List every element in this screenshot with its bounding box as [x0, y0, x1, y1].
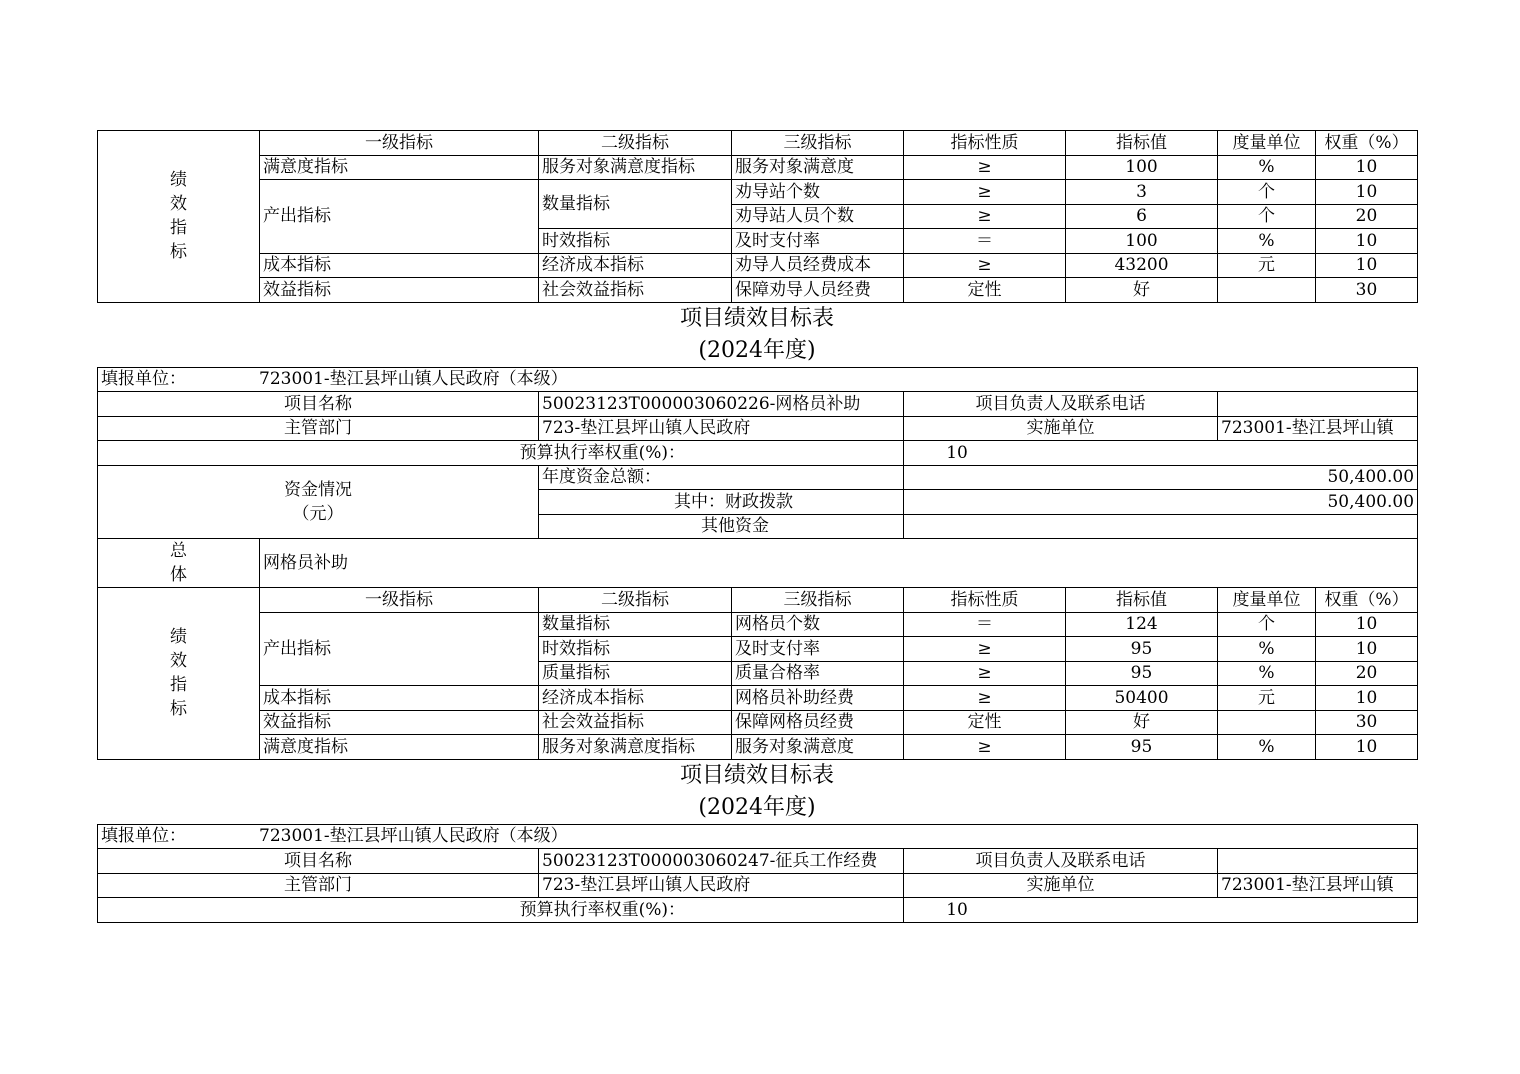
form1-table	[97, 367, 1418, 760]
header-unit: 度量单位	[1218, 588, 1316, 613]
header-nature: 指标性质	[904, 588, 1066, 613]
table-row: 效益指标 社会效益指标 保障网格员经费 定性 好 30	[98, 710, 1418, 735]
header-unit: 度量单位	[1218, 131, 1316, 156]
impl-label: 实施单位	[904, 416, 1218, 441]
table-row: 产出指标 数量指标 劝导站个数 ≥ 3 个 10	[98, 180, 1418, 205]
project-name: 50023123T000003060247-征兵工作经费	[539, 849, 904, 874]
form1-unit-row: 填报单位： 723001-垫江县坪山镇人民政府（本级）	[98, 367, 1418, 392]
page	[97, 130, 1417, 923]
table-row: 效益指标 社会效益指标 保障劝导人员经费 定性 好 30	[98, 278, 1418, 303]
table-row: 满意度指标 服务对象满意度指标 服务对象满意度 ≥ 100 % 10	[98, 155, 1418, 180]
header-l1: 一级指标	[260, 131, 539, 156]
dept-label: 主管部门	[98, 416, 539, 441]
indicator-table-0	[97, 130, 1418, 303]
budget-rate-label: 预算执行率权重(%)：	[98, 898, 904, 923]
fund-other	[904, 514, 1418, 539]
table-row: 时效指标 及时支付率 ＝ 100 % 10	[98, 229, 1418, 254]
fund-total: 50,400.00	[904, 465, 1418, 490]
header-weight: 权重（%）	[1316, 588, 1418, 613]
header-value: 指标值	[1066, 588, 1218, 613]
overall-text: 网格员补助	[260, 539, 1418, 588]
side-label: 绩 效 指 标	[98, 588, 260, 760]
impl-value: 723001-垫江县坪山镇	[1218, 416, 1418, 441]
fund-fiscal-label: 其中：财政拨款	[539, 490, 904, 515]
header-l2: 二级指标	[539, 131, 732, 156]
form1-subtitle: (2024年度)	[698, 337, 816, 363]
header-value: 指标值	[1066, 131, 1218, 156]
budget-rate-label: 预算执行率权重(%)：	[98, 441, 904, 466]
form1-title: 项目绩效目标表	[679, 305, 834, 331]
table-row: 时效指标 及时支付率 ≥ 95 % 10	[98, 637, 1418, 662]
table-row: 产出指标 数量指标 网格员个数 ＝ 124 个 10	[98, 612, 1418, 637]
budget-rate-value: 10	[904, 441, 1418, 466]
impl-value: 723001-垫江县坪山镇	[1218, 873, 1418, 898]
table-row: 劝导站人员个数 ≥ 6 个 20	[98, 204, 1418, 229]
fund-total-label: 年度资金总额：	[539, 465, 904, 490]
project-name: 50023123T000003060226-网格员补助	[539, 392, 904, 417]
fund-fiscal: 50,400.00	[904, 490, 1418, 515]
header-weight: 权重（%）	[1316, 131, 1418, 156]
contact-label: 项目负责人及联系电话	[904, 392, 1218, 417]
side-label: 绩 效 指 标	[98, 131, 260, 303]
form2-table	[97, 824, 1418, 923]
header-l1: 一级指标	[260, 588, 539, 613]
fund-other-label: 其他资金	[539, 514, 904, 539]
dept-value: 723-垫江县坪山镇人民政府	[539, 873, 904, 898]
header-l3: 三级指标	[732, 131, 904, 156]
form2-unit-row: 填报单位： 723001-垫江县坪山镇人民政府（本级）	[98, 824, 1418, 849]
header-l3: 三级指标	[732, 588, 904, 613]
form2-subtitle: (2024年度)	[698, 794, 816, 820]
table-row: 质量指标 质量合格率 ≥ 95 % 20	[98, 661, 1418, 686]
table-row: 满意度指标 服务对象满意度指标 服务对象满意度 ≥ 95 % 10	[98, 735, 1418, 760]
form2-title: 项目绩效目标表	[679, 762, 834, 788]
table-row: 成本指标 经济成本指标 网格员补助经费 ≥ 50400 元 10	[98, 686, 1418, 711]
table-row: 成本指标 经济成本指标 劝导人员经费成本 ≥ 43200 元 10	[98, 253, 1418, 278]
project-name-label: 项目名称	[98, 392, 539, 417]
fund-label: 资金情况 （元）	[98, 465, 539, 539]
contact-value	[1218, 849, 1418, 874]
header-l2: 二级指标	[539, 588, 732, 613]
impl-label: 实施单位	[904, 873, 1218, 898]
contact-label: 项目负责人及联系电话	[904, 849, 1218, 874]
budget-rate-value: 10	[904, 898, 1418, 923]
overall-label: 总 体	[98, 539, 260, 588]
contact-value	[1218, 392, 1418, 417]
dept-label: 主管部门	[98, 873, 539, 898]
header-nature: 指标性质	[904, 131, 1066, 156]
dept-value: 723-垫江县坪山镇人民政府	[539, 416, 904, 441]
project-name-label: 项目名称	[98, 849, 539, 874]
